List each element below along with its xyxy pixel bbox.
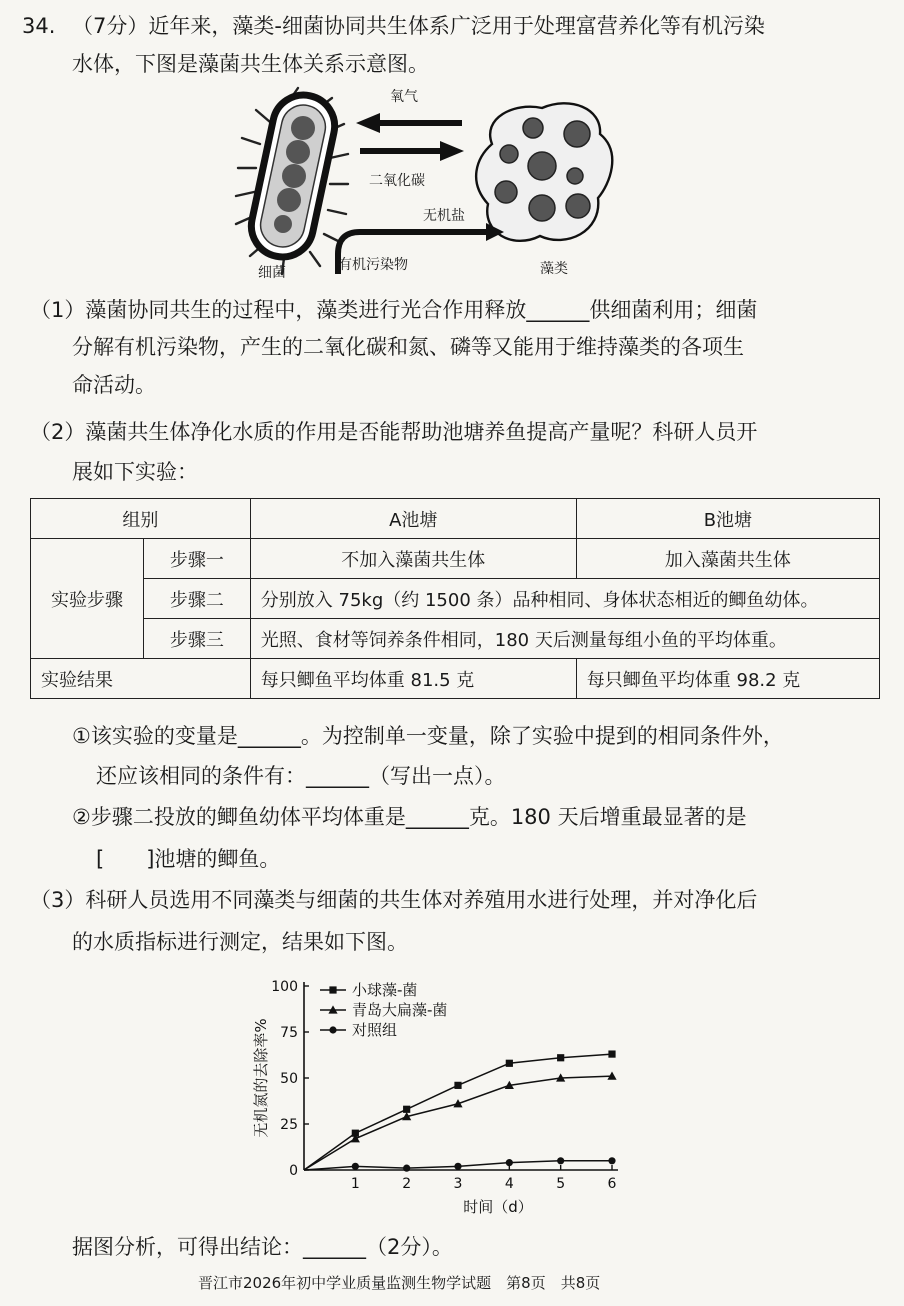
bacteria-label: 细菌 — [258, 265, 286, 281]
pollutant-label: 有机污染物 — [338, 257, 408, 273]
table-row — [31, 619, 880, 659]
sub2-line2: [ ]池塘的鲫鱼。 — [96, 847, 281, 871]
header-group: 组别 — [31, 499, 251, 539]
data-point-circle — [403, 1165, 410, 1172]
sub1-line2: 还应该相同的条件有：______（写出一点）。 — [96, 764, 506, 788]
part2-line2: 展如下实验： — [72, 460, 198, 484]
header-pond-a: A池塘 — [250, 499, 576, 539]
x-tick-label: 4 — [504, 1176, 514, 1192]
nitrogen-removal-chart — [250, 972, 670, 1222]
result-pond-b: 每只鲫鱼平均体重 98.2 克 — [576, 659, 879, 699]
sub2-line1: ②步骤二投放的鲫鱼幼体平均体重是______克。180 天后增重最显著的是 — [72, 805, 747, 829]
algae-icon — [476, 103, 612, 241]
result-label: 实验结果 — [31, 659, 251, 699]
data-point-square — [608, 1050, 615, 1057]
step1-pond-a: 不加入藻菌共生体 — [250, 539, 576, 579]
table-row — [31, 579, 880, 619]
legend-label: 青岛大扁藻-菌 — [352, 1001, 448, 1019]
data-point-square — [329, 986, 336, 993]
oxygen-label: 氧气 — [390, 89, 418, 105]
page-footer: 晋江市2026年初中学业质量监测生物学试题 第8页 共8页 — [198, 1274, 601, 1292]
x-tick-label: 5 — [556, 1176, 566, 1192]
part1-line3: 命活动。 — [72, 373, 156, 397]
co2-label: 二氧化碳 — [369, 173, 425, 189]
x-tick-label: 2 — [402, 1176, 412, 1192]
y-tick-label: 50 — [280, 1071, 298, 1087]
question-number: 34. — [22, 14, 56, 38]
conclusion: 据图分析，可得出结论：______（2分）。 — [72, 1235, 453, 1259]
series-line-square — [304, 1054, 612, 1170]
table-row — [31, 499, 880, 539]
part2-line1: （2）藻菌共生体净化水质的作用是否能帮助池塘养鱼提高产量呢？科研人员开 — [30, 420, 758, 444]
step1-pond-b: 加入藻菌共生体 — [576, 539, 879, 579]
table-row — [31, 539, 880, 579]
data-point-square — [557, 1054, 564, 1061]
y-tick-label: 100 — [271, 979, 298, 995]
x-tick-label: 1 — [350, 1176, 360, 1192]
data-point-circle — [608, 1157, 615, 1164]
data-point-circle — [506, 1159, 513, 1166]
experiment-table — [30, 498, 880, 699]
x-tick-label: 6 — [607, 1176, 617, 1192]
data-point-circle — [454, 1163, 461, 1170]
y-tick-label: 0 — [289, 1163, 298, 1179]
steps-label: 实验步骤 — [31, 539, 144, 659]
data-point-square — [403, 1106, 410, 1113]
step2-label: 步骤二 — [144, 579, 251, 619]
legend-label: 小球藻-菌 — [352, 981, 418, 999]
y-tick-label: 75 — [280, 1025, 298, 1041]
data-point-circle — [352, 1163, 359, 1170]
part3-line2: 的水质指标进行测定，结果如下图。 — [72, 930, 408, 954]
x-tick-label: 3 — [453, 1176, 463, 1192]
step2-text: 分别放入 75kg（约 1500 条）品种相同、身体状态相近的鲫鱼幼体。 — [250, 579, 879, 619]
result-pond-a: 每只鲫鱼平均体重 81.5 克 — [250, 659, 576, 699]
question-head-line1: （7分）近年来，藻类-细菌协同共生体系广泛用于处理富营养化等有机污染 — [72, 14, 765, 38]
step3-label: 步骤三 — [144, 619, 251, 659]
header-pond-b: B池塘 — [576, 499, 879, 539]
data-point-circle — [329, 1026, 336, 1033]
part1-line1: （1）藻菌协同共生的过程中，藻类进行光合作用释放______供细菌利用；细菌 — [30, 298, 758, 322]
table-row — [31, 659, 880, 699]
part1-line2: 分解有机污染物，产生的二氧化碳和氮、磷等又能用于维持藻类的各项生 — [72, 335, 744, 359]
data-point-square — [506, 1060, 513, 1067]
part3-line1: （3）科研人员选用不同藻类与细菌的共生体对养殖用水进行处理，并对净化后 — [30, 888, 758, 912]
step1-label: 步骤一 — [144, 539, 251, 579]
sub1-line1: ①该实验的变量是______。为控制单一变量，除了实验中提到的相同条件外， — [72, 724, 784, 748]
legend-label: 对照组 — [352, 1021, 398, 1039]
salt-label: 无机盐 — [423, 208, 465, 224]
bacteria-icon — [236, 88, 348, 274]
algae-label: 藻类 — [540, 261, 568, 277]
data-point-square — [454, 1082, 461, 1089]
x-axis-title: 时间（d） — [463, 1198, 533, 1216]
step3-text: 光照、食材等饲养条件相同，180 天后测量每组小鱼的平均体重。 — [250, 619, 879, 659]
question-head-line2: 水体，下图是藻菌共生体关系示意图。 — [72, 52, 429, 76]
y-axis-title: 无机氮的去除率% — [252, 1018, 270, 1138]
y-tick-label: 25 — [280, 1117, 298, 1133]
data-point-circle — [557, 1157, 564, 1164]
symbiosis-diagram — [230, 82, 650, 292]
series-line-triangle — [304, 1076, 612, 1170]
